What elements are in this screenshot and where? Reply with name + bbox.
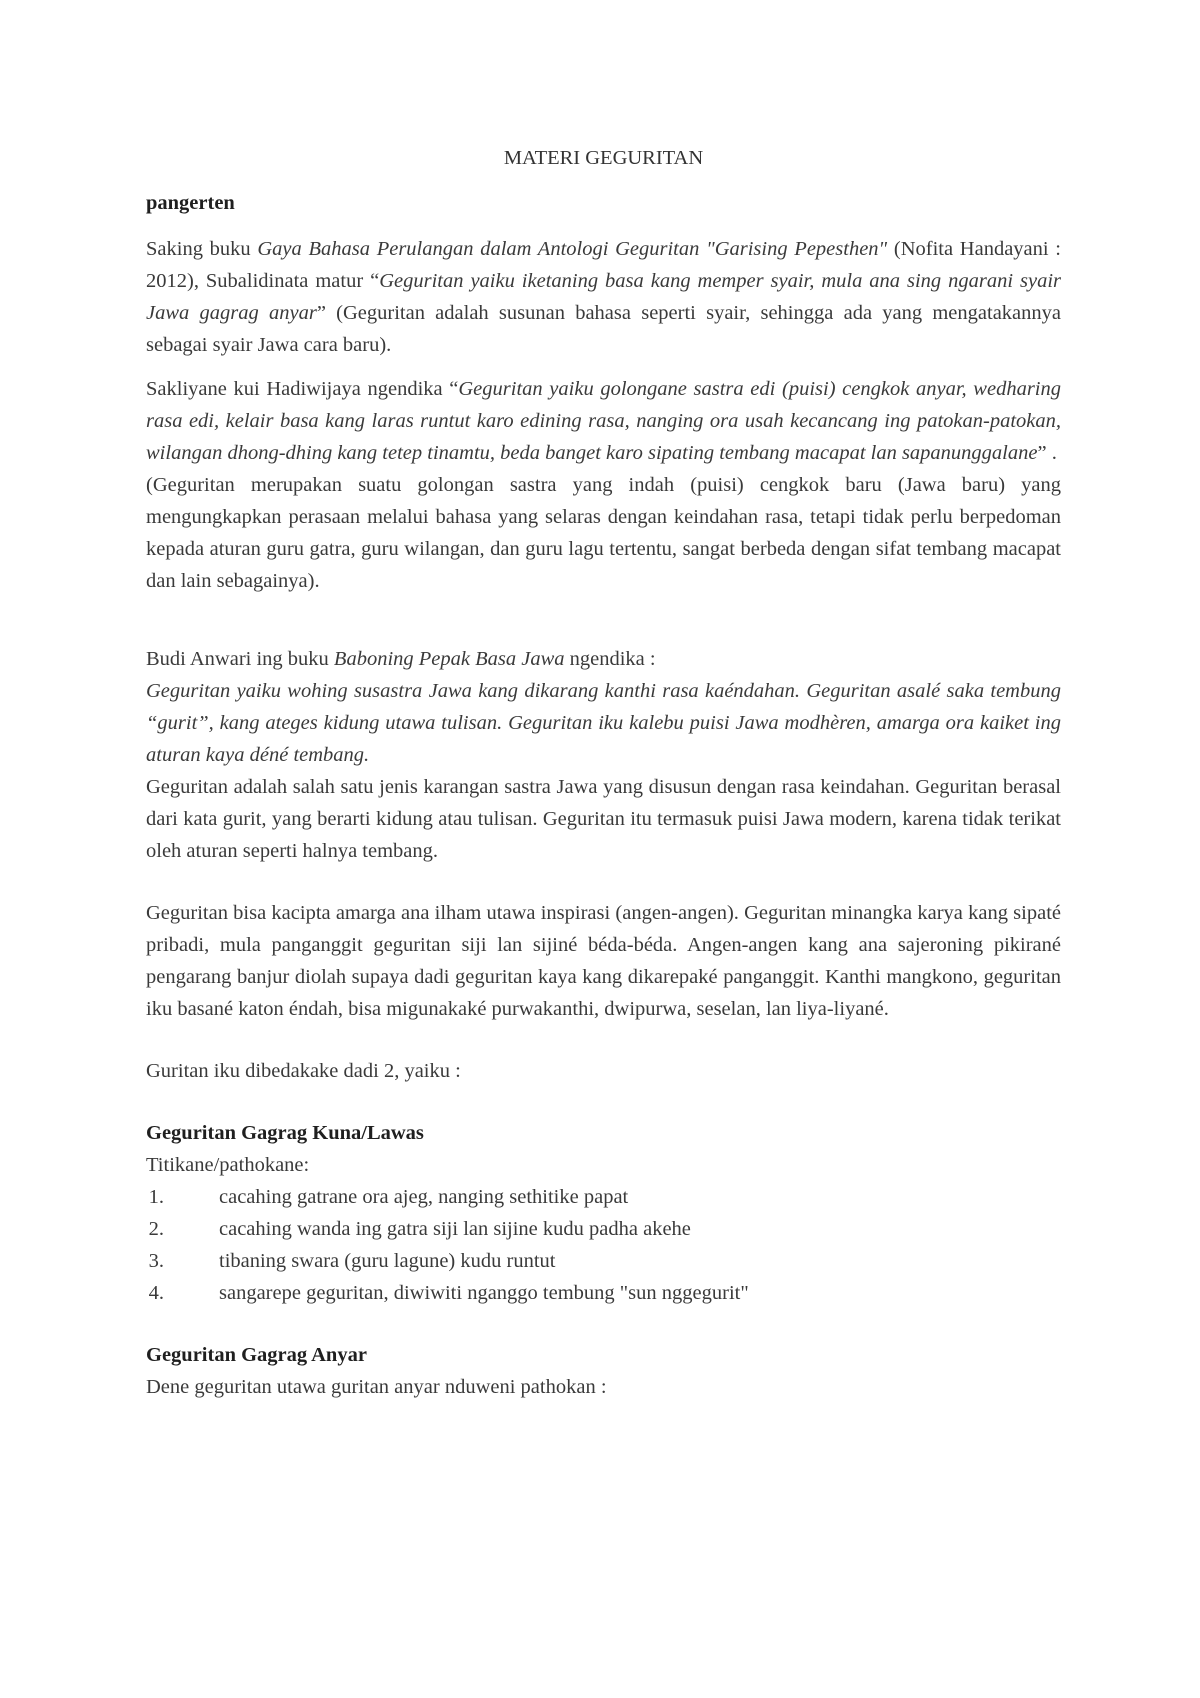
- quote: Geguritan yaiku wohing susastra Jawa kang dikarang kanthi rasa kaéndahan. Geguritan asalé saka tembung “gurit”, kang ateges kidung utawa tulisan. Geguritan iku kalebu puisi Jawa modhèren, amarga ora kaiket ing aturan kaya déné tembang.: [146, 680, 1061, 766]
- quote: Geguritan yaiku golongane sastra edi (puisi) cengkok anyar, wedharing rasa edi, kelair basa kang laras runtut karo edining rasa, nanging ora usah kecancang ing patokan-patokan, wilangan dhong-dhing kang tetep tinamtu, beda banget karo sipating tembang macapat lan sapanunggalane: [146, 378, 1061, 464]
- book-title: Gaya Bahasa Perulangan dalam Antologi Geguritan "Garising Pepesthen": [257, 238, 888, 260]
- list-number: 2.: [148, 1218, 164, 1240]
- list-item: [146, 1277, 1061, 1309]
- text-run: ” (Geguritan adalah susunan bahasa seperti syair, sehingga ada yang mengatakannya sebagai syair Jawa cara baru).: [146, 302, 1061, 356]
- text-run: ” .: [1037, 442, 1057, 464]
- list-text: cacahing gatrane ora ajeg, nanging sethitike papat: [219, 1186, 629, 1208]
- text-run: Budi Anwari ing buku: [146, 648, 334, 670]
- paragraph-translation: (Geguritan merupakan suatu golongan sastra yang indah (puisi) cengkok baru (Jawa baru) yang mengungkapkan perasaan melalui bahasa yang selaras dengan keindahan rasa, tetapi tidak perlu berpedoman kepada aturan guru gatra, guru wilangan, dan guru lagu tertentu, sangat berbeda dengan sifat tembang macapat dan lain sebagainya).: [146, 474, 1061, 592]
- text-run: ngendika :: [564, 648, 656, 670]
- text-run: Saking buku: [146, 238, 258, 260]
- paragraph-subalidinata: [146, 233, 1061, 361]
- rules-list: [146, 1181, 1061, 1309]
- paragraph-budi-anwari: [146, 643, 1061, 675]
- paragraph-quote-anwari: [146, 675, 1061, 771]
- heading-gagrag-anyar: Geguritan Gagrag Anyar: [146, 1344, 367, 1366]
- list-number: 3.: [148, 1250, 164, 1272]
- list-text: tibaning swara (guru lagune) kudu runtut: [219, 1250, 556, 1272]
- list-number: 1.: [148, 1186, 164, 1208]
- list-item: [146, 1245, 1061, 1277]
- list-text: sangarepe geguritan, diwiwiti nganggo tembung "sun nggegurit": [219, 1282, 749, 1304]
- list-item: [146, 1213, 1061, 1245]
- paragraph-hadiwijaya: [146, 373, 1061, 469]
- list-number: 4.: [148, 1282, 164, 1304]
- text-run: (Nofita Handayani : 2012), Subalidinata matur “: [146, 238, 1061, 292]
- paragraph-pembagian: Guritan iku dibedakake dadi 2, yaiku :: [146, 1060, 461, 1082]
- intro-gagrag-kuna: Titikane/pathokane:: [146, 1154, 310, 1176]
- list-item: [146, 1181, 1061, 1213]
- heading-gagrag-kuna: Geguritan Gagrag Kuna/Lawas: [146, 1122, 424, 1144]
- paragraph-translation-anwari: Geguritan adalah salah satu jenis karangan sastra Jawa yang disusun dengan rasa keindahan. Geguritan berasal dari kata gurit, yang berarti kidung atau tulisan. Geguritan itu termasuk puisi Jawa modern, karena tidak terikat oleh aturan seperti halnya tembang.: [146, 776, 1061, 862]
- intro-gagrag-anyar: Dene geguritan utawa guritan anyar nduweni pathokan :: [146, 1376, 607, 1398]
- list-text: cacahing wanda ing gatra siji lan sijine kudu padha akehe: [219, 1218, 691, 1240]
- document-title: MATERI GEGURITAN: [503, 147, 704, 169]
- quote: Geguritan yaiku iketaning basa kang memper syair, mula ana sing ngarani syair Jawa gagrag anyar: [146, 270, 1061, 324]
- text-run: Sakliyane kui Hadiwijaya ngendika “: [146, 378, 459, 400]
- book-title: Baboning Pepak Basa Jawa: [333, 648, 565, 670]
- paragraph-inspirasi: Geguritan bisa kacipta amarga ana ilham utawa inspirasi (angen-angen). Geguritan minangka karya kang sipaté pribadi, mula panganggit geguritan siji lan sijiné béda-béda. Angen-angen kang ana sajeroning pikirané pengarang banjur diolah supaya dadi geguritan kaya kang dikarepaké panganggit. Kanthi mangkono, geguritan iku basané katon éndah, bisa migunakaké purwakanthi, dwipurwa, seselan, lan liya-liyané.: [146, 902, 1061, 1020]
- heading-pangerten: pangerten: [146, 192, 235, 214]
